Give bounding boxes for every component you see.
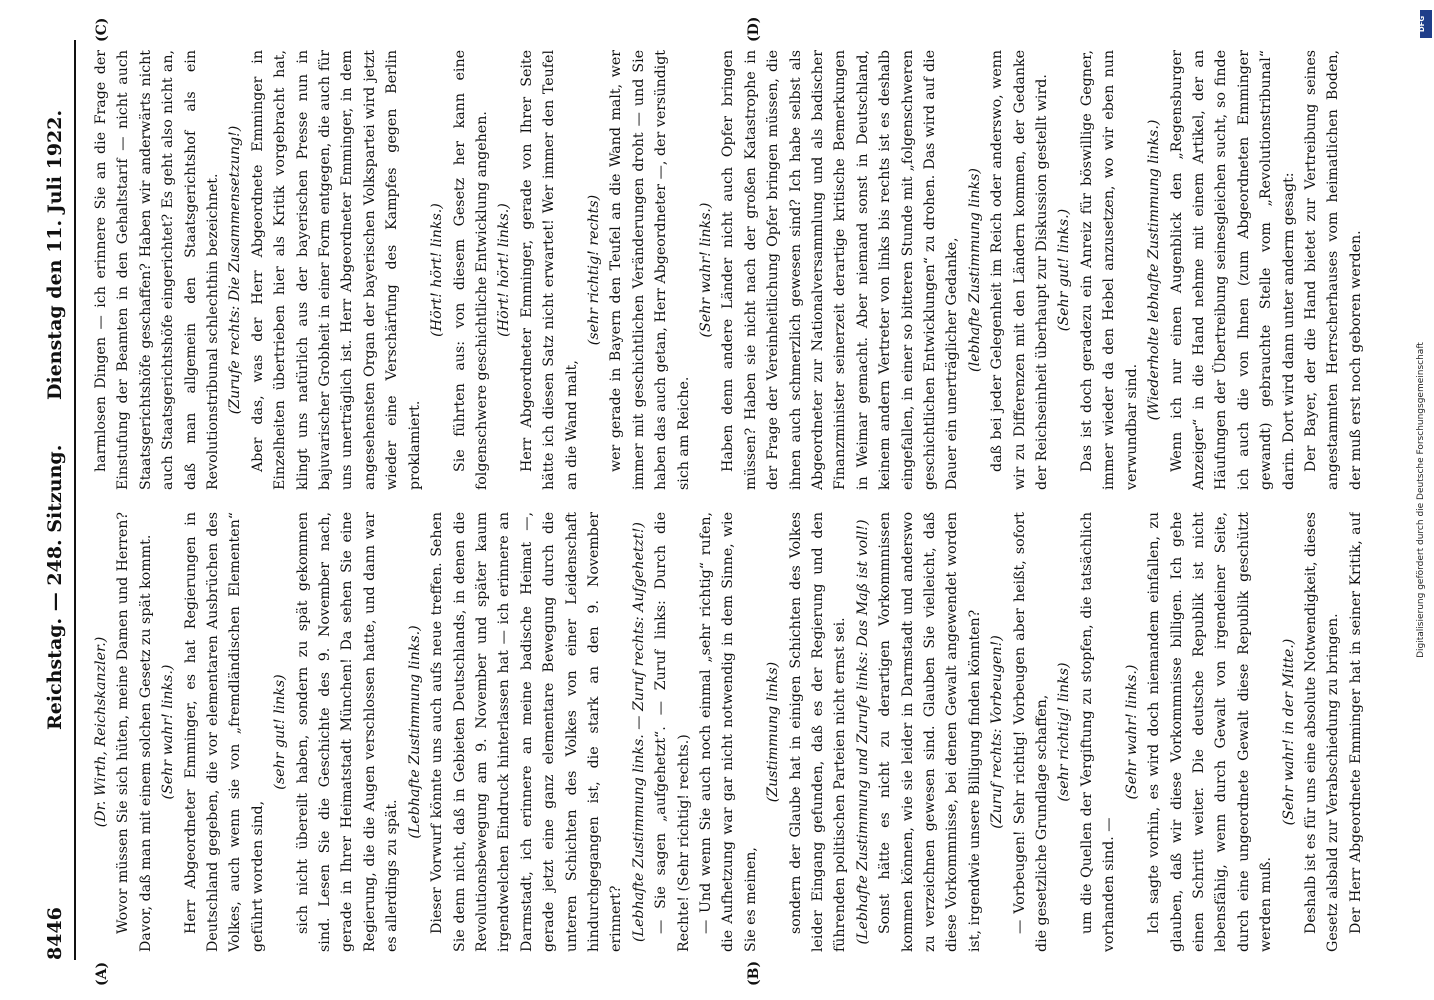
paragraph: Ich sagte vorhin, es wird doch niemandem einfallen, zu glauben, daß wir diese Vorkommnisse billigen. Ich gehe einen Schritt weiter. Die deutsche Republik ist nicht lebensfähig, wenn durch Gewalt von irgendeiner Seite, durch eine ungeordnete Gewalt diese Republik geschützt werden muß. [1146, 512, 1275, 952]
paragraph: Deshalb ist es für uns eine absolute Notwendigkeit, dieses Gesetz alsbald zur Verabschiedung zu bringen. [1302, 512, 1342, 952]
interjection: (Sehr wahr! links.) [697, 202, 714, 338]
paragraph: um die Quellen der Vergiftung zu stopfen, die tatsächlich vorhanden sind. — [1078, 512, 1118, 952]
page-number: 8446 [44, 907, 66, 960]
dfg-logo [1420, 10, 1432, 38]
header-rule [74, 40, 76, 960]
interjection: (Lebhafte Zustimmung links.) [406, 625, 423, 839]
paragraph: — Und wenn Sie auch noch einmal „sehr richtig“ rufen, die Aufhetzung war gar nicht notwendig in dem Sinne, wie Sie es meinen, [697, 512, 759, 952]
interjection: (sehr richtig! links) [1056, 662, 1073, 802]
margin-marker-d: (D) [746, 16, 762, 42]
interjection [1367, 50, 1370, 490]
paragraph: Sie führten aus: von diesem Gesetz her kann eine folgenschwere geschichtliche Entwicklung angehen. [451, 50, 490, 490]
paragraph: harmlosen Dingen — ich erinnere Sie an die Frage der Einstufung der Beamten in den Gehaltstarif — nicht auch Staatsgerichtshöfe geschaffen? Haben wir anderwärts nicht auch Staatsgerichtshöfe eingerichtet? Es geht also nicht an, daß man allgemein den Staatsgerichtshof als ein Revolutionstribunal schlechthin bezeichnet. [93, 50, 222, 490]
interjection: (Hört! hört! links.) [429, 203, 446, 337]
paragraph: Wenn ich nur einen Augenblick den „Regensburger Anzeiger“ in die Hand nehme mit einem Artikel, der an Häufungen der Übertreibung seinesgleichen sucht, so finde ich auch die von Ihnen (zum Abgeordneten Emminger gewandt) gebrauchte Stelle vom „Revolutionstribunal“ darin. Dort wird dann unter anderm gesagt: [1168, 50, 1297, 490]
dfg-logo-text: DFG [1418, 15, 1427, 33]
interjection: (Lebhafte Zustimmung und Zurufe links: Das Maß ist voll!) [854, 519, 871, 945]
paragraph: Aber das, was der Herr Abgeordnete Emminger in Einzelheiten übertrieben hier als Kritik vorgebracht hat, klingt uns natürlich aus der bayerischen Presse nun in bajuvarischer Grobheit in einer Form entgegen, die auch für uns unerträglich ist. Herr Abgeordneter Emminger, in dem angesehensten Organ der bayerischen Volkspartei wird jetzt wieder eine Verschärfung des Kampfes gegen Berlin proklamiert. [249, 50, 423, 490]
paragraph: Sonst hätte es nicht zu derartigen Vorkommnissen kommen können, wie sie leider in Darmstadt und anderswo zu verzeichnen gewesen sind. Glauben Sie vielleicht, daß diese Vorkommnisse, bei denen Gewalt angewendet worden ist, irgendwie unsere Billigung finden könnten? [877, 512, 983, 952]
margin-marker-b: (B) [746, 960, 762, 986]
interjection: (Sehr wahr! in der Mitte.) [1280, 638, 1297, 826]
interjection: (Lebhafte Zustimmung links. — Zuruf rechts: Aufgehetzt!) [630, 522, 647, 942]
interjection: (Zustimmung links) [765, 661, 782, 803]
digitization-credit [1416, 10, 1434, 990]
margin-marker-a: (A) [94, 961, 110, 986]
paragraph: Dieser Vorwurf könnte uns auch aufs neue treffen. Sehen Sie denn nicht, daß in Gebieten Deutschlands, in denen die Revolutionsbewegung am 9. November und später kaum irgendwelchen Eindruck hinterlassen hat — ich erinnere an Darmstadt, ich erinnere an meine badische Heimat —, gerade jetzt eine ganz elementare Bewegung durch die unteren Schichten des Volkes von einer Leidenschaft hindurchgegangen ist, die stark an den 9. November erinnert? [429, 512, 625, 952]
paragraph: Das ist doch geradezu ein Anreiz für böswillige Gegner, immer wieder da den Hebel anzusetzen, wo wir eben nun verwundbar sind. [1078, 50, 1140, 490]
paragraph: Wovor müssen Sie sich hüten, meine Damen und Herren? Davor, daß man mit einem solchen Gesetz zu spät kommt. [115, 512, 154, 952]
paragraph: Der Bayer, der die Hand bietet zur Vertreibung seines angestammten Herrscherhauses vom heimatlichen Boden, der muß erst noch geboren werden. [1302, 50, 1364, 490]
interjection: (Wiederholte lebhafte Zustimmung links.) [1146, 119, 1163, 421]
session-date: Dienstag den 11. Juli 1922. [44, 109, 66, 400]
interjection: (Sehr gut! links.) [1056, 208, 1073, 332]
interjection: (sehr gut! links) [272, 674, 289, 790]
right-text-column [90, 50, 1370, 490]
paragraph: Herr Abgeordneter Emminger, es hat Regierungen in Deutschland gegeben, die vor elementaren Ausbrüchen des Volkes, auch wenn sie von „fremdländischen Elementen“ geführt worden sind, [182, 512, 266, 952]
interjection: (Sehr wahr! links.) [1123, 664, 1140, 800]
paragraph: wer gerade in Bayern den Teufel an die Wand malt, wer immer mit geschichtlichen Veränderungen droht — und Sie haben das auch getan, Herr Abgeordneter —, der versündigt sich am Reiche. [608, 50, 692, 490]
paragraph: Haben denn andere Länder nicht auch Opfer bringen müssen? Haben sie nicht nach der großen Katastrophe in der Frage der Vereinheitlichung Opfer bringen müssen, die ihnen auch schmerzlich gewesen sind? Ich habe selbst als Abgeordneter zur Nationalversammlung und als badischer Finanzminister seinerzeit derartige kritische Bemerkungen in Weimar gemacht. Aber niemand sonst in Deutschland, keinem andern Vertreter von links bis rechts ist es deshalb eingefallen, in einer so bitteren Stunde mit „folgenschweren geschichtlichen Entwicklungen“ zu drohen. Das wird auf die Dauer ein unerträglicher Gedanke, [720, 50, 961, 490]
interjection: (Zurufe rechts: Die Zusammensetzung!) [227, 125, 244, 415]
interjection: (Sehr wahr! links.) [160, 664, 177, 800]
paragraph: — Vorbeugen! Sehr richtig! Vorbeugen aber heißt, sofort die gesetzliche Grundlage schaffen, [1011, 512, 1051, 952]
interjection: (lebhafte Zustimmung links) [966, 168, 983, 372]
paragraph: Herr Abgeordneter Emminger, gerade von Ihrer Seite hätte ich diesen Satz nicht erwartet! Wer immer den Teufel an die Wand malt, [518, 50, 580, 490]
paragraph: sich nicht übereilt haben, sondern zu spät gekommen sind. Lesen Sie die Geschichte des 9. November nach, gerade in Ihrer Heimatstadt München! Da sehen Sie eine Regierung, die die Augen verschlossen hatte, und dann war es allerdings zu spät. [294, 512, 401, 952]
paragraph: daß bei jeder Gelegenheit im Reich oder anderswo, wenn wir zu Differenzen mit den Ländern kommen, der Gedanke der Reichseinheit überhaupt zur Diskussion gestellt wird. [989, 50, 1051, 490]
interjection: (Zuruf rechts: Vorbeugen!) [989, 635, 1006, 829]
interjection: (sehr richtig! rechts) [585, 194, 602, 346]
page-header [40, 40, 72, 960]
margin-marker-c: (C) [94, 17, 110, 42]
paragraph: sondern der Glaube hat in einigen Schichten des Volkes leider Eingang gefunden, daß es der Regierung und den führenden politischen Parteien nicht ernst sei. [787, 512, 849, 952]
credit-text: Digitalisierung gefördert durch die Deutsche Forschungsgemeinschaft [1416, 342, 1426, 658]
paragraph: — Sie sagen „aufgehetzt“. — Zuruf links: Durch die Rechte! (Sehr richtig! rechts.) [653, 512, 692, 952]
interjection: (Hört! hört! links.) [496, 203, 513, 337]
paragraph: Der Herr Abgeordnete Emminger hat in seiner Kritik, auf [1347, 512, 1364, 934]
session-title: Reichstag. — 248. Sitzung. [44, 444, 66, 730]
left-text-column [90, 512, 1370, 952]
interjection: (Dr. Wirth, Reichskanzler.) [93, 636, 109, 828]
